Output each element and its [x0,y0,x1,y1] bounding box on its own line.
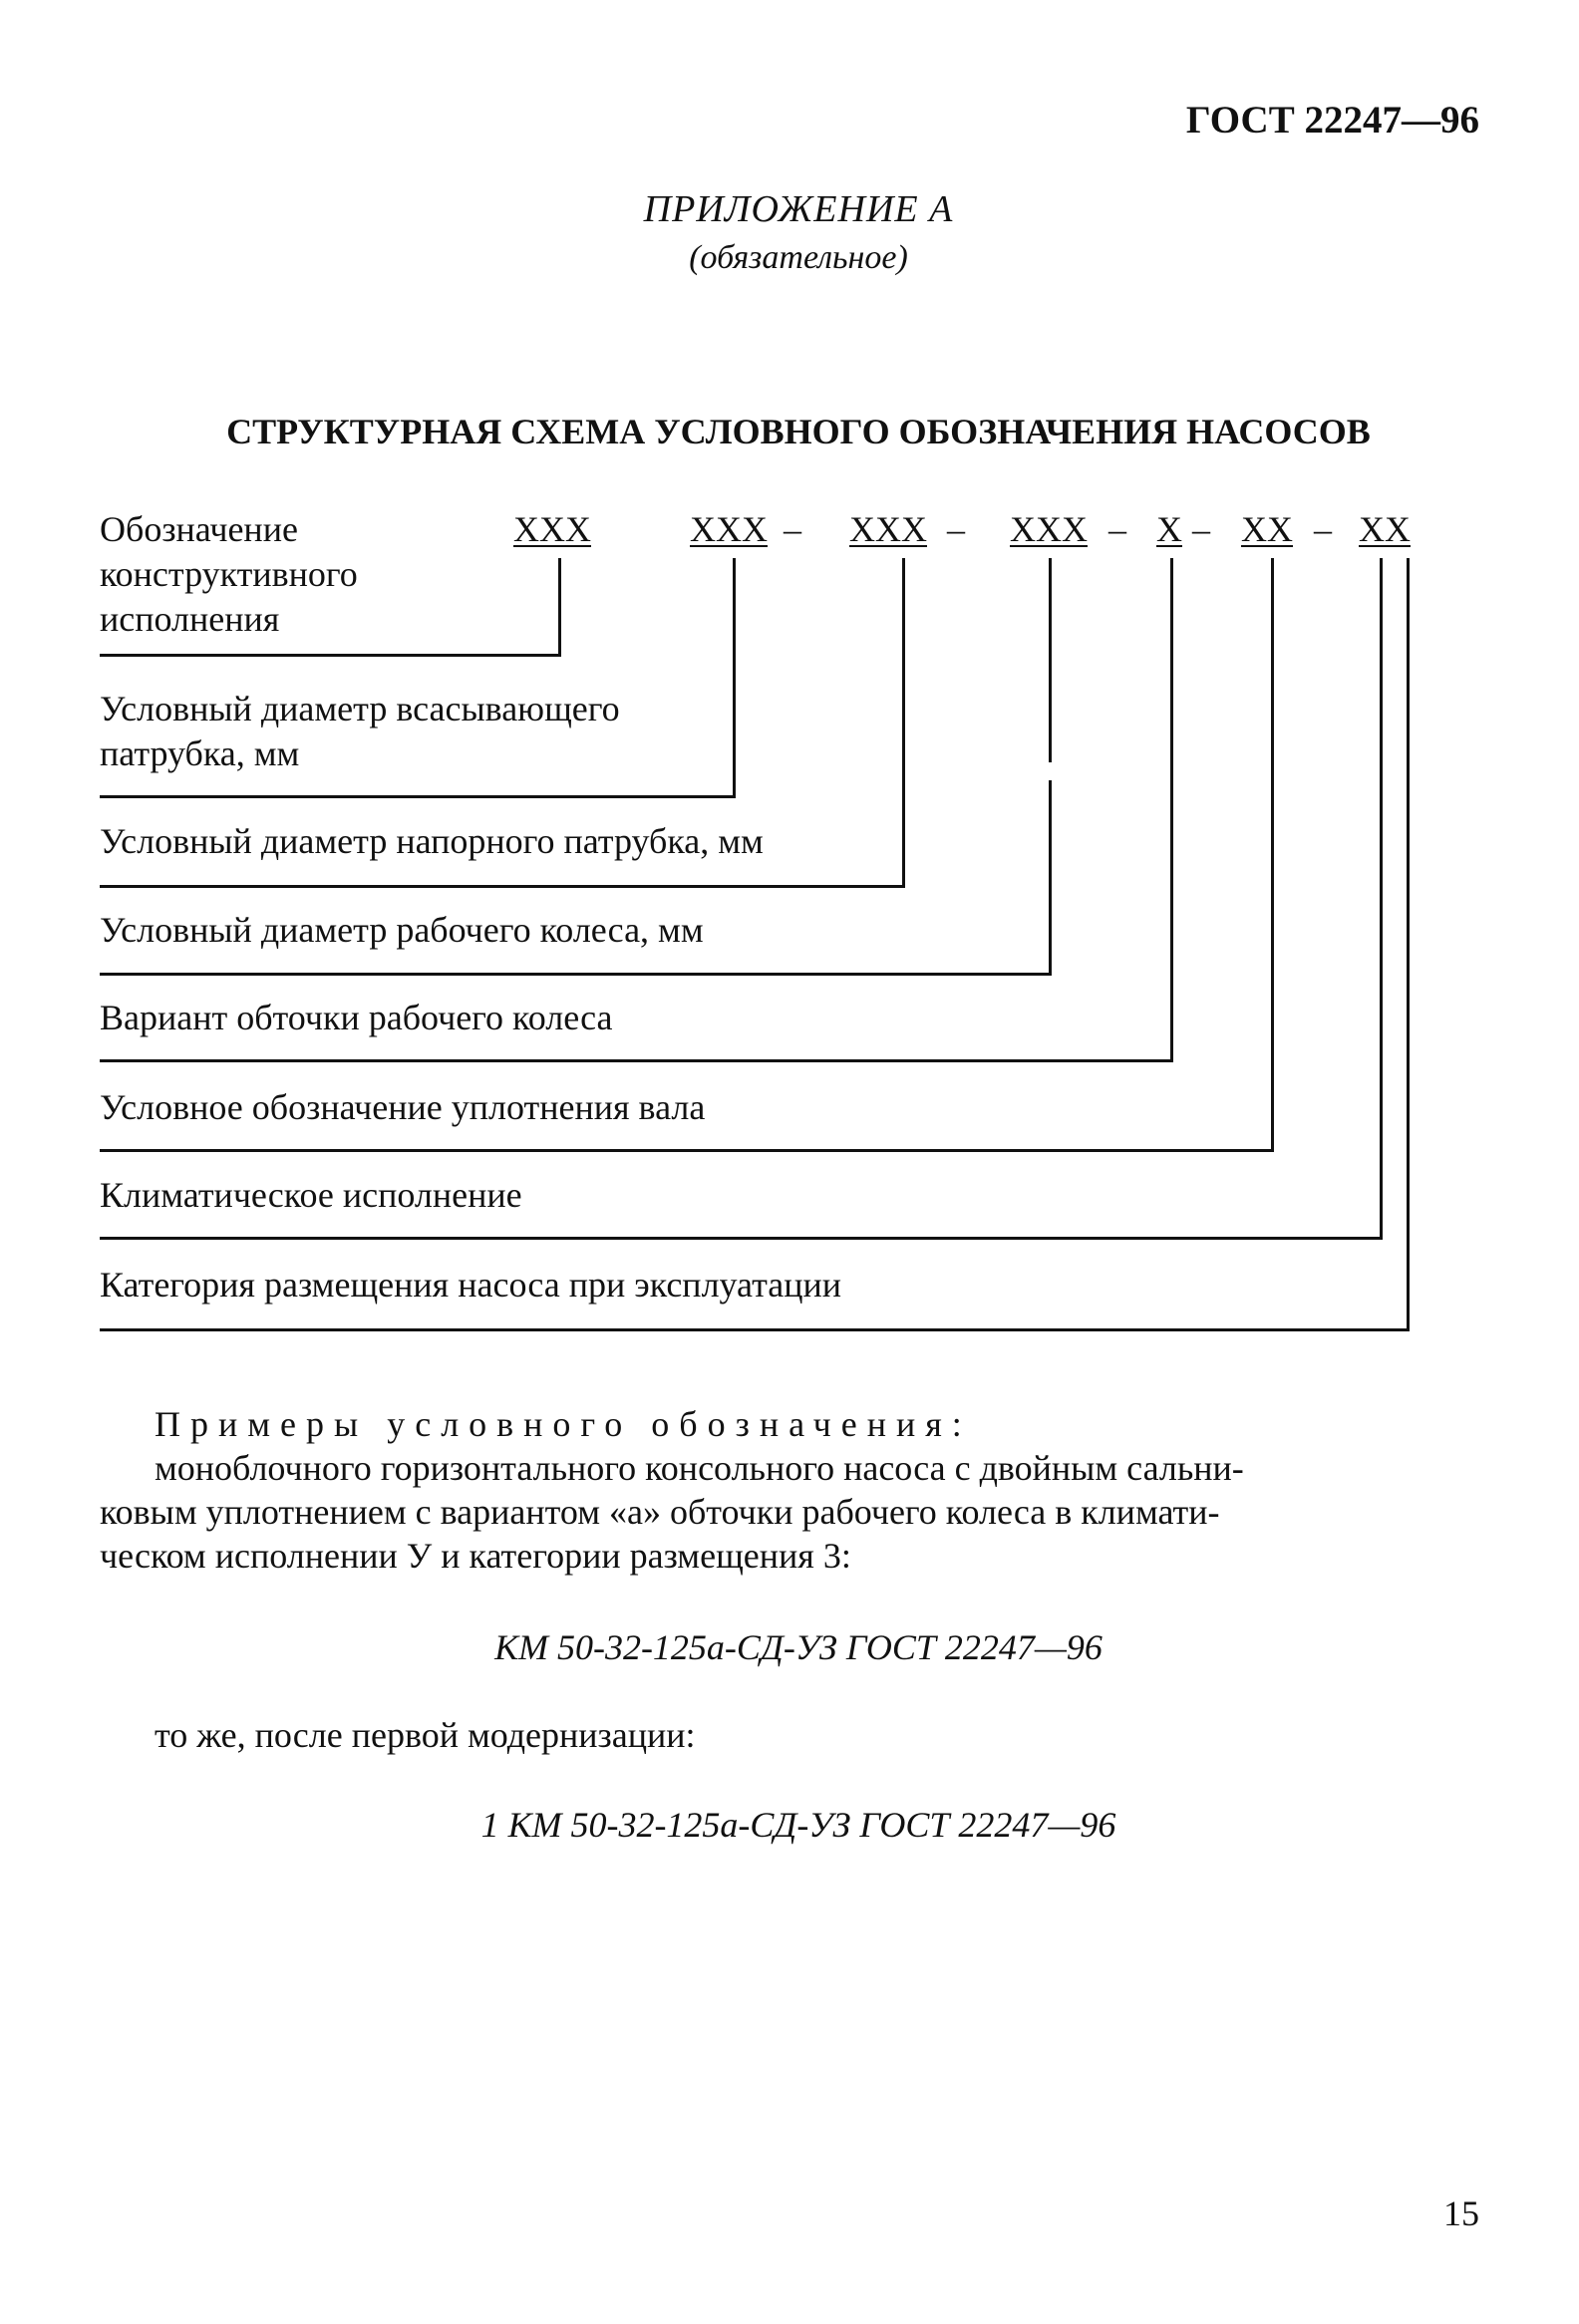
leader-vertical-1 [558,558,561,656]
example-note: то же, после первой модернизации: [155,1715,696,1755]
label-impeller: Условный диаметр рабочего колеса, мм [100,910,704,950]
leader-horizontal-2 [100,795,736,798]
label-design-line3: исполнения [100,599,280,639]
label-design-line1: Обозначение [100,509,298,549]
leader-vertical-2 [733,558,736,797]
position-code-1: XXX [513,509,591,549]
position-code-6: XX [1241,509,1293,549]
leader-vertical-7 [1380,558,1383,1239]
label-discharge: Условный диаметр напорного патрубка, мм [100,821,764,861]
leader-horizontal-1 [100,654,561,657]
leader-horizontal-7 [100,1237,1383,1240]
example-designation-1: КМ 50-32-125а-СД-УЗ ГОСТ 22247—96 [494,1627,1103,1667]
label-design-line2: конструктивного [100,554,358,594]
label-suction-line1: Условный диаметр всасывающего [100,689,620,728]
page-number: 15 [1443,2193,1479,2233]
leader-vertical-6 [1271,558,1274,1151]
position-code-2: XXX [690,509,768,549]
position-code-3: XXX [849,509,927,549]
examples-paragraph-line1: моноблочного горизонтального консольного насоса с двойным сальни- [155,1448,1244,1488]
position-code-7: XX [1359,509,1411,549]
examples-title: Примеры условного обозначения: [155,1404,972,1444]
position-code-4: XXX [1010,509,1088,549]
standard-number: ГОСТ 22247—96 [1185,99,1479,142]
appendix-title: ПРИЛОЖЕНИЕ А [643,188,954,230]
label-placement: Категория размещения насоса при эксплуатации [100,1265,842,1305]
separator: – [1108,509,1126,549]
appendix-subtitle: (обязательное) [689,239,908,276]
label-climatic: Климатическое исполнение [100,1175,522,1215]
leader-vertical-3 [902,558,905,887]
leader-horizontal-5 [100,1059,1173,1062]
example-designation-2: 1 КМ 50-32-125а-СД-УЗ ГОСТ 22247—96 [480,1805,1116,1845]
leader-horizontal-6 [100,1149,1274,1152]
position-code-5: X [1156,509,1182,549]
examples-paragraph-line3: ческом исполнении У и категории размещения 3: [100,1536,851,1576]
leader-vertical-8 [1407,558,1410,1330]
label-suction-line2: патрубка, мм [100,733,300,773]
separator: – [1314,509,1332,549]
leader-vertical-4b [1049,780,1052,975]
leader-vertical-5 [1170,558,1173,1061]
separator: – [784,509,801,549]
leader-horizontal-4 [100,973,1052,976]
leader-horizontal-3 [100,885,905,888]
section-heading: СТРУКТУРНАЯ СХЕМА УСЛОВНОГО ОБОЗНАЧЕНИЯ НАСОСОВ [226,412,1371,451]
leader-horizontal-8 [100,1328,1410,1331]
label-shaft-seal: Условное обозначение уплотнения вала [100,1087,706,1127]
separator: – [947,509,965,549]
leader-vertical-4a [1049,558,1052,762]
label-trim-variant: Вариант обточки рабочего колеса [100,998,613,1037]
examples-paragraph-line2: ковым уплотнением с вариантом «а» обточки рабочего колеса в климати- [100,1492,1220,1532]
separator: – [1192,509,1210,549]
